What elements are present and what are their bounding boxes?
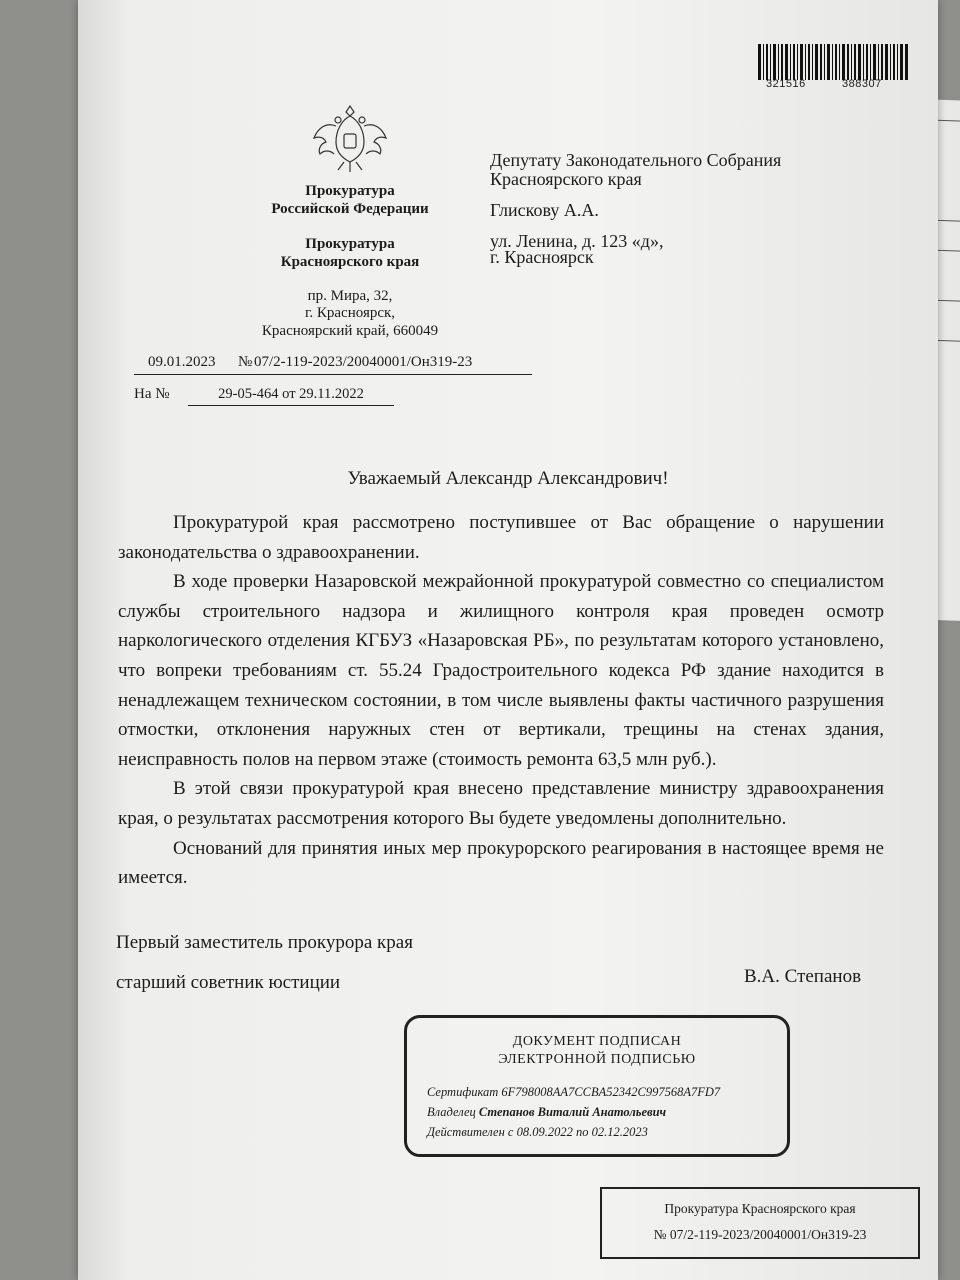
sender-org2-line1: Прокуратура <box>305 236 395 252</box>
signer-position2: старший советник юстиции <box>116 972 341 993</box>
valid-from: 08.09.2022 <box>516 1125 573 1139</box>
barcode-number-left: 321516 <box>766 78 806 90</box>
validity-line <box>427 1125 648 1140</box>
certificate-value: 6F798008AA7CCBA52342C997568A7FD7 <box>501 1085 721 1099</box>
owner-label: Владелец <box>427 1105 476 1119</box>
outgoing-date: 09.01.2023 <box>148 354 216 370</box>
valid-to-label: по <box>575 1125 589 1139</box>
reply-value: 29-05-464 от 29.11.2022 <box>188 386 394 406</box>
e-signature-stamp <box>404 1015 790 1157</box>
coat-of-arms-icon <box>310 96 390 176</box>
paragraph-2: В ходе проверки Назаровской межрайонной прокуратурой совместно со специалистом службы строительного надзора и жилищного контроля края проведен осмотр наркологического отделения КГБУЗ «Назаровская РБ», по результатам которого установлено, что вопреки требованиям ст. 55.24 Градостроительного кодекса РФ здание находится в ненадлежащем техническом состоянии, в том числе выявлены факты частичного разрушения отмостки, отклонения наружных стен от вертикали, трещины на стенах здания, неисправность полов на первом этаже (стоимость ремонта 63,5 млн руб.). <box>118 571 884 770</box>
signer-name: В.А. Степанов <box>744 966 862 987</box>
registration-stamp <box>600 1187 920 1259</box>
number-sign: № <box>238 354 253 370</box>
recipient-name: Глискову А.А. <box>490 200 599 220</box>
paragraph-1: Прокуратурой края рассмотрено поступившее от Вас обращение о нарушении законодательства о здравоохранении. <box>118 512 884 563</box>
outgoing-number: 07/2-119-2023/20040001/Он319-23 <box>254 354 473 370</box>
e-signature-title1: ДОКУМЕНТ ПОДПИСАН <box>512 1034 682 1049</box>
owner-value: Степанов Виталий Анатольевич <box>478 1105 667 1119</box>
paragraph-3: В этой связи прокуратурой края внесено представление министру здравоохранения края, о результатах рассмотрения которого Вы будете уведомлены дополнительно. <box>118 778 884 829</box>
outgoing-reference <box>134 354 532 375</box>
recipient-address2: г. Красноярск <box>490 247 594 267</box>
letter-page <box>78 0 938 1280</box>
valid-label: Действителен с <box>427 1125 514 1139</box>
recipient-line2: Красноярского края <box>490 169 642 189</box>
sender-address-line2: г. Красноярск, <box>304 305 396 321</box>
certificate-line <box>427 1085 720 1100</box>
owner-line <box>427 1105 666 1120</box>
sender-org1-line1: Прокуратура <box>305 183 395 199</box>
salutation: Уважаемый Александр Александрович! <box>347 468 669 489</box>
valid-to: 02.12.2023 <box>591 1125 648 1139</box>
sender-address-line1: пр. Мира, 32, <box>307 288 393 304</box>
barcode-graphic <box>758 44 908 80</box>
barcode-number-right: 388307 <box>842 78 882 90</box>
reply-label: На № <box>134 386 170 402</box>
paragraph-4: Оснований для принятия иных мер прокурорского реагирования в настоящее время не имеется. <box>118 837 884 889</box>
sender-address-line3: Красноярский край, 660049 <box>261 323 439 339</box>
letter-body <box>118 508 884 893</box>
certificate-label: Сертификат <box>427 1085 499 1099</box>
sender-org2-line2: Красноярского края <box>280 254 420 270</box>
registration-org: Прокуратура Красноярского края <box>664 1201 856 1216</box>
sender-org1-line2: Российской Федерации <box>271 201 429 217</box>
recipient-line1: Депутату Законодательного Собрания <box>490 150 782 170</box>
signer-position1: Первый заместитель прокурора края <box>116 932 413 953</box>
e-signature-title2: ЭЛЕКТРОННОЙ ПОДПИСЬЮ <box>498 1052 696 1067</box>
registration-number: № 07/2-119-2023/20040001/Он319-23 <box>653 1227 867 1242</box>
recipient-address1: ул. Ленина, д. 123 «д», <box>490 231 664 251</box>
